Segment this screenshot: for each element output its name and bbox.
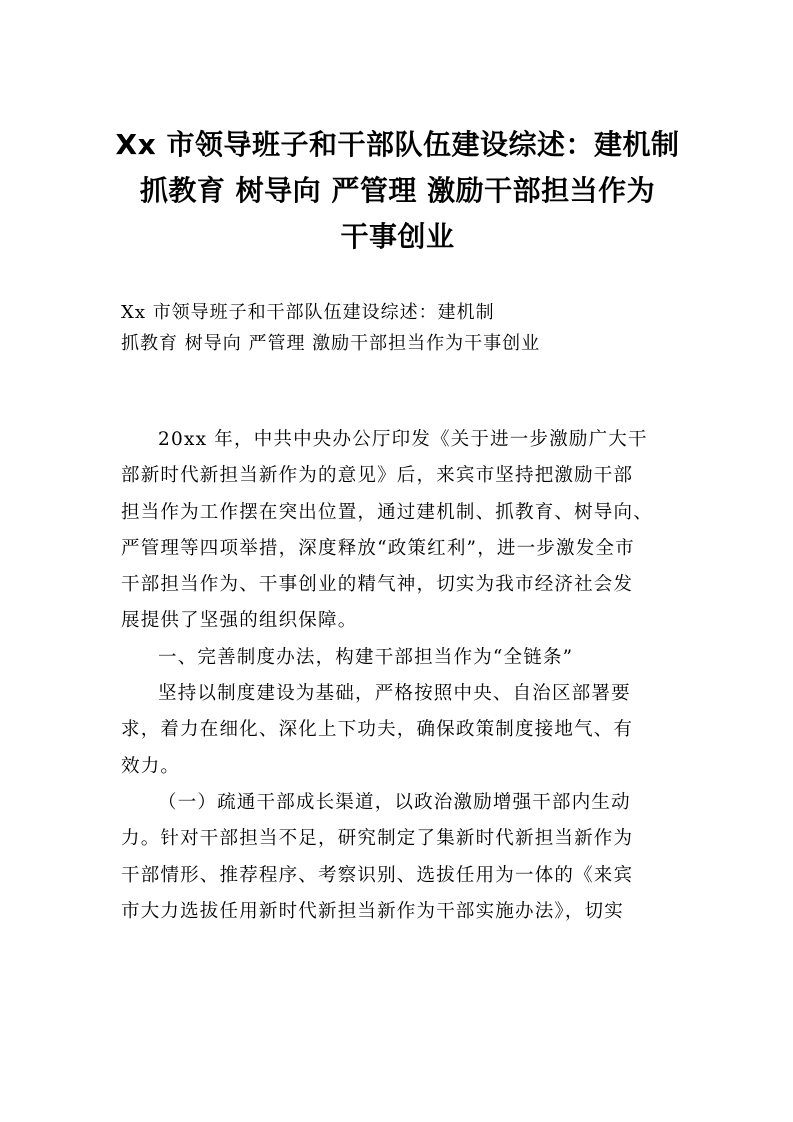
section-heading-1	[121, 640, 676, 676]
paragraph-line: 求，着力在细化、深化上下功夫，确保政策制度接地气、有	[121, 719, 634, 741]
paragraph-line: 干部情形、推荐程序、考察识别、选拔任用为一体的《来宾	[121, 864, 634, 886]
paragraph-line: 20xx 年，中共中央办公厅印发《关于进一步激励广大干	[158, 429, 648, 450]
paragraph-line: 严管理等四项举措，深度释放“政策红利”，进一步激发全市	[121, 537, 635, 559]
title-line-2: 抓教育 树导向 严管理 激励干部担当作为	[139, 174, 656, 207]
subtitle-line-2: 抓教育 树导向 严管理 激励干部担当作为干事创业	[121, 333, 541, 354]
paragraph-line: 担当作为工作摆在突出位置，通过建机制、抓教育、树导向、	[121, 501, 653, 523]
paragraph-line: 力。针对干部担当不足，研究制定了集新时代新担当新作为	[121, 828, 634, 850]
paragraph-line: 效力。	[121, 755, 181, 777]
document-title	[110, 122, 685, 260]
section-heading-text: 一、完善制度办法，构建干部担当作为“全链条”	[158, 646, 574, 668]
paragraph-intro	[121, 422, 676, 640]
title-line-1: Xx 市领导班子和干部队伍建设综述：建机制	[115, 128, 680, 161]
paragraph-line: 干部担当作为、干事创业的精气神，切实为我市经济社会发	[121, 574, 634, 596]
document-body	[121, 422, 676, 930]
paragraph-subsection-1	[121, 785, 676, 930]
paragraph-line: 市大力选拔任用新时代新担当新作为干部实施办法》，切实	[121, 900, 624, 922]
paragraph-line: 部新时代新担当新作为的意见》后，来宾市坚持把激励干部	[121, 465, 634, 487]
paragraph-section-1	[121, 676, 676, 785]
paragraph-line: 坚持以制度建设为基础，严格按照中央、自治区部署要	[158, 683, 631, 705]
paragraph-line: 展提供了坚强的组织保障。	[121, 610, 358, 632]
paragraph-line: （一）疏通干部成长渠道，以政治激励增强干部内生动	[158, 791, 631, 813]
title-line-3: 干事创业	[340, 220, 455, 253]
document-subtitle	[121, 297, 681, 359]
subtitle-line-1: Xx 市领导班子和干部队伍建设综述：建机制	[121, 302, 495, 323]
